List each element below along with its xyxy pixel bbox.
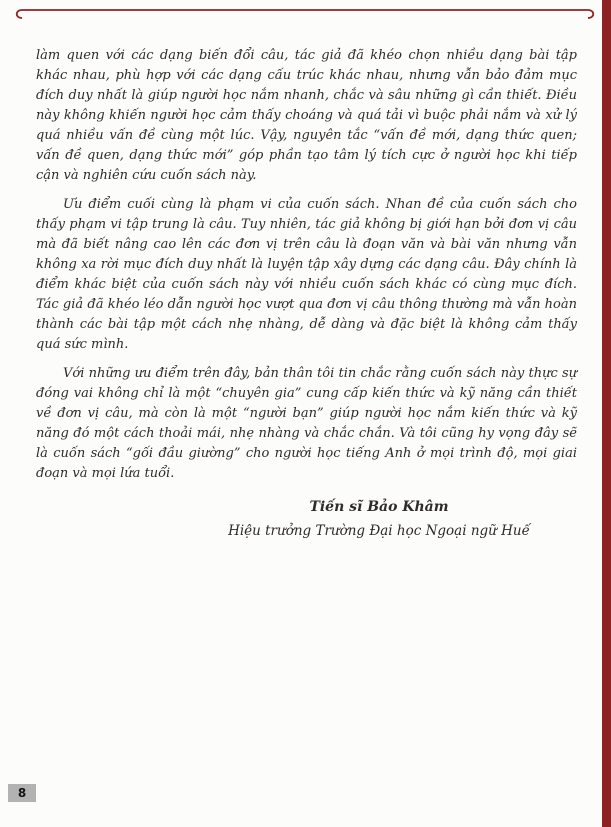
page-number-badge [8,784,36,802]
paragraph: làm quen với các dạng biến đổi câu, tác giả đã khéo chọn nhiều dạng bài tập khác nhau, phù hợp với các dạng cấu trúc khác nhau, nhưng vẫn bảo đảm mục đích duy nhất là giúp người học nắm nhanh, chắc và sâu những gì cần thiết. Điều này không khiến người học cảm thấy choáng và quá tải vì buộc phải nắm và xử lý quá nhiều vấn đề cùng một lúc. Vậy, nguyên tắc “vấn đề mới, dạng thức quen; vấn đề quen, dạng thức mới” góp phần tạo tâm lý tích cực ở người học khi tiếp cận và nghiên cứu cuốn sách này. [36,48,577,183]
signature-name: Tiến sĩ Bảo Khâm [309,499,449,515]
flourish-line [17,10,594,18]
signature-title: Hiệu trưởng Trường Đại học Ngoại ngữ Huế [228,523,530,539]
top-flourish-ornament [12,3,598,23]
page-number: 8 [17,786,27,800]
signature-block [209,497,549,541]
page-body-text [36,46,577,541]
right-accent-bar [602,0,611,827]
paragraph: Ưu điểm cuối cùng là phạm vi của cuốn sách. Nhan đề của cuốn sách cho thấy phạm vi tập trung là câu. Tuy nhiên, tác giả không bị giới hạn bởi đơn vị câu mà đã biết nâng cao lên các đơn vị trên câu là đoạn văn và bài văn nhưng vẫn không xa rời mục đích duy nhất là luyện tập xây dựng các dạng câu. Đây chính là điểm khác biệt của cuốn sách này với nhiều cuốn sách khác có cùng mục đích. Tác giả đã khéo léo dẫn người học vượt qua đơn vị câu thông thường mà vẫn hoàn thành các bài tập một cách nhẹ nhàng, dễ dàng và đặc biệt là không cảm thấy quá sức mình. [36,197,577,352]
paragraph: Với những ưu điểm trên đây, bản thân tôi tin chắc rằng cuốn sách này thực sự đóng vai không chỉ là một “chuyên gia” cung cấp kiến thức và kỹ năng cần thiết về đơn vị câu, mà còn là một “người bạn” giúp người học nắm kiến thức và kỹ năng đó một cách thoải mái, nhẹ nhàng và chắc chắn. Và tôi cũng hy vọng đây sẽ là cuốn sách “gối đầu giường” cho người học tiếng Anh ở mọi trình độ, mọi giai đoạn và mọi lứa tuổi. [36,366,577,481]
